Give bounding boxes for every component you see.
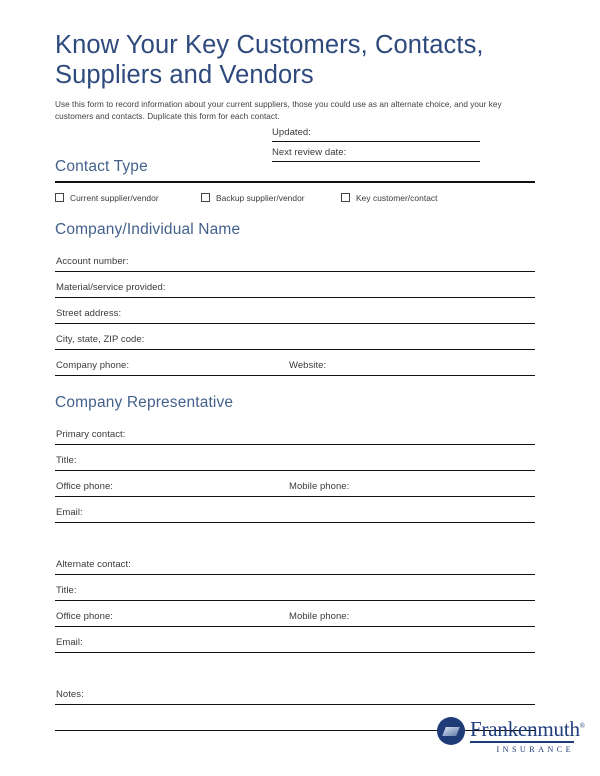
checkbox-label: Backup supplier/vendor	[216, 192, 305, 203]
field-label-mobile-phone: Mobile phone:	[289, 480, 350, 492]
field-primary-office-mobile-phone[interactable]	[55, 471, 535, 497]
field-city-state-zip[interactable]	[55, 324, 535, 350]
field-label: Street address:	[56, 307, 122, 319]
contact-type-options	[55, 183, 535, 203]
field-account-number[interactable]	[55, 246, 535, 272]
brand-name	[470, 715, 585, 740]
field-label: Office phone:	[56, 610, 113, 622]
field-next-review-date[interactable]	[272, 147, 480, 162]
field-label-website: Website:	[289, 359, 327, 371]
field-label: Updated:	[272, 127, 311, 138]
field-label: Alternate contact:	[56, 558, 131, 570]
section-heading-company-representative: Company Representative	[55, 393, 234, 411]
brand-name-text: Frankenmuth	[470, 717, 580, 741]
checkbox-icon[interactable]	[341, 193, 350, 202]
field-label-mobile-phone: Mobile phone:	[289, 610, 350, 622]
field-alternate-title[interactable]	[55, 575, 535, 601]
field-label: Title:	[56, 454, 77, 466]
field-label: Email:	[56, 506, 83, 518]
field-label: Next review date:	[272, 147, 347, 158]
checkbox-icon[interactable]	[55, 193, 64, 202]
section-heading-contact-type: Contact Type	[55, 157, 148, 175]
section-heading-company-name: Company/Individual Name	[55, 220, 241, 238]
field-street-address[interactable]	[55, 298, 535, 324]
field-company-phone-website[interactable]	[55, 350, 535, 376]
field-label: Primary contact:	[56, 428, 126, 440]
field-updated[interactable]	[272, 127, 480, 142]
field-material-service-provided[interactable]	[55, 272, 535, 298]
checkbox-current-supplier[interactable]	[55, 193, 201, 203]
checkbox-label: Key customer/contact	[356, 192, 438, 203]
field-label: Title:	[56, 584, 77, 596]
field-alternate-email[interactable]	[55, 627, 535, 653]
brand-underline	[470, 741, 574, 743]
page-title: Know Your Key Customers, Contacts, Suppliers and Vendors	[55, 31, 484, 89]
field-primary-email[interactable]	[55, 497, 535, 523]
checkbox-label: Current supplier/vendor	[70, 192, 159, 203]
field-label: Office phone:	[56, 480, 113, 492]
field-label: Email:	[56, 636, 83, 648]
field-primary-title[interactable]	[55, 445, 535, 471]
form-content	[55, 0, 535, 731]
brand-subtitle: INSURANCE	[496, 744, 574, 754]
review-dates-block	[272, 127, 480, 162]
field-label: City, state, ZIP code:	[56, 333, 145, 345]
footer-logo	[437, 714, 587, 760]
registered-trademark-icon: ®	[579, 722, 585, 730]
field-primary-contact[interactable]	[55, 419, 535, 445]
frankenmuth-circle-diamond-icon	[437, 717, 465, 745]
field-label: Company phone:	[56, 359, 130, 371]
field-label: Notes:	[56, 688, 84, 700]
field-alternate-contact[interactable]	[55, 549, 535, 575]
checkbox-icon[interactable]	[201, 193, 210, 202]
diamond-icon	[442, 727, 460, 736]
intro-paragraph: Use this form to record information about your current suppliers, those you could use as an alternate choice, and your key customers and contacts. Duplicate this form for each contact.	[55, 100, 502, 122]
field-label: Account number:	[56, 255, 129, 267]
checkbox-key-customer[interactable]	[341, 193, 438, 203]
field-label: Material/service provided:	[56, 281, 166, 293]
field-alternate-office-mobile-phone[interactable]	[55, 601, 535, 627]
field-notes-line-1[interactable]	[55, 679, 535, 705]
checkbox-backup-supplier[interactable]	[201, 193, 341, 203]
